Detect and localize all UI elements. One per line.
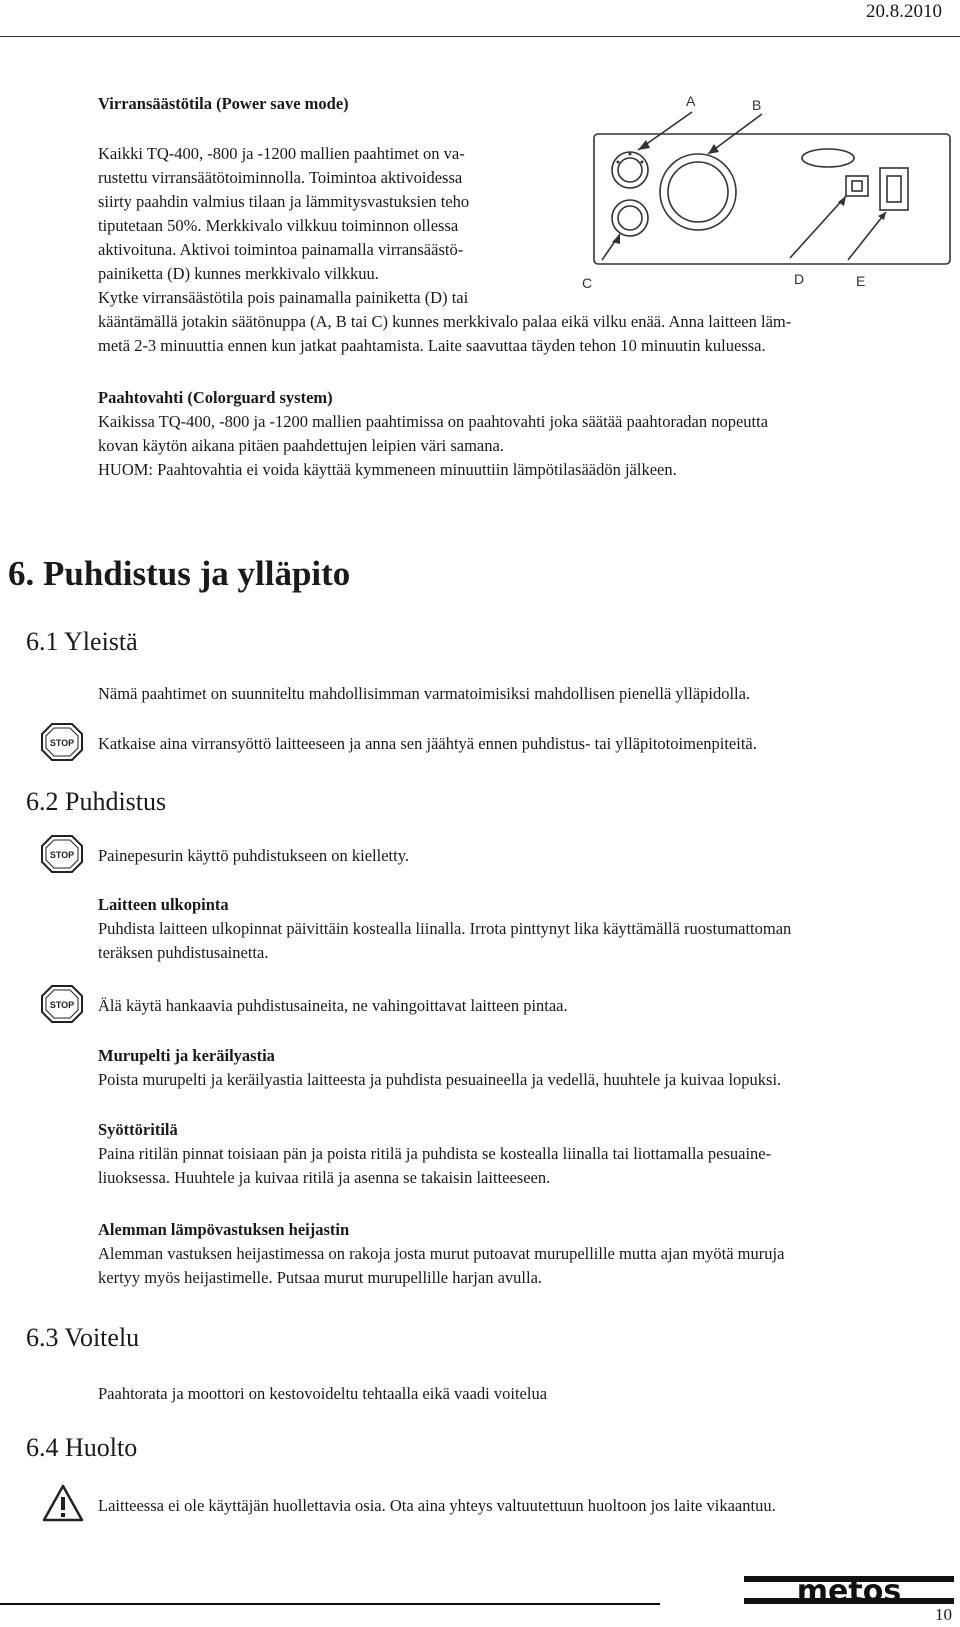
grill-heading: Syöttöritilä xyxy=(98,1120,178,1139)
control-panel-diagram xyxy=(582,92,956,302)
section-6-title: 6. Puhdistus ja ylläpito xyxy=(8,554,351,593)
stop-sign-label: STOP xyxy=(49,850,75,860)
text-line: Kaikki TQ-400, -800 ja -1200 mallien paahtimet on va- xyxy=(98,144,465,163)
text-line: kertyy myös heijastimelle. Putsaa murut murupellille harjan avulla. xyxy=(98,1268,543,1287)
text-line: tiputetaan 50%. Merkkivalo vilkkuu toiminnon ollessa xyxy=(98,216,459,235)
section-6-3-text: Paahtorata ja moottori on kestovoideltu tehtaalla eikä vaadi voitelua xyxy=(98,1384,548,1403)
text-line: teräksen puhdistusainetta. xyxy=(98,943,269,962)
diagram-label-e: E xyxy=(856,273,866,289)
section-6-3-title: 6.3 Voitelu xyxy=(26,1323,140,1352)
text-line: Paina ritilän pinnat toisiaan pän ja poista ritilä ja puhdista se kostealla liinalla tai liottamalla pesuaine- xyxy=(98,1144,772,1163)
section-6-2-stop-note: Painepesurin käyttö puhdistukseen on kielletty. xyxy=(98,846,410,865)
diagram-label-d: D xyxy=(794,271,805,287)
text-line: rustettu virransäätötoiminnolla. Toimintoa aktivoidessa xyxy=(98,168,463,187)
text-line: Kaikissa TQ-400, -800 ja -1200 mallien paahtimissa on paahtovahti joka säätää paahtoradan nopeutta xyxy=(98,412,769,431)
text-line: kääntämällä jotakin säätönuppa (A, B tai C) kunnes merkkivalo palaa eikä vilku enää. Anna laitteen läm- xyxy=(98,312,792,331)
stop-sign-label: STOP xyxy=(49,1000,75,1010)
power-save-heading: Virransäästötila (Power save mode) xyxy=(98,94,349,113)
exterior-heading: Laitteen ulkopinta xyxy=(98,895,229,914)
diagram-label-c: C xyxy=(582,275,593,291)
stop-sign-icon xyxy=(40,984,84,1024)
reflector-paragraph xyxy=(98,1242,958,1290)
stop-sign-icon xyxy=(40,722,84,762)
text-line: siirty paahdin valmius tilaan ja lämmitysvastuksien teho xyxy=(98,192,470,211)
logo-text: metos xyxy=(796,1574,902,1609)
stop-sign-label: STOP xyxy=(49,738,75,748)
diagram-label-b: B xyxy=(752,97,762,113)
crumb-heading: Murupelti ja keräilyastia xyxy=(98,1046,275,1065)
page-number: 10 xyxy=(935,1605,952,1624)
section-6-1-title: 6.1 Yleistä xyxy=(26,627,138,656)
diagram-label-a: A xyxy=(686,93,696,109)
section-6-1-stop-note: Katkaise aina virransyöttö laitteeseen ja anna sen jäähtyä ennen puhdistus- tai ylläpitotoimenpiteitä. xyxy=(98,734,757,753)
exterior-paragraph xyxy=(98,917,958,965)
abrasive-note: Älä käytä hankaavia puhdistusaineita, ne vahingoittavat laitteen pintaa. xyxy=(98,996,568,1015)
text-line: metä 2-3 minuuttia ennen kun jatkat paahtamista. Laite saavuttaa täyden tehon 10 minuutin kuluessa. xyxy=(98,336,766,355)
text-line: painiketta (D) kunnes merkkivalo vilkkuu. xyxy=(98,264,379,283)
colorguard-paragraph xyxy=(98,410,958,482)
stop-sign-icon xyxy=(40,834,84,874)
text-line: aktivoituna. Aktivoi toimintoa painamalla virransäästö- xyxy=(98,240,464,259)
grill-paragraph xyxy=(98,1142,958,1190)
colorguard-heading: Paahtovahti (Colorguard system) xyxy=(98,388,333,407)
reflector-heading: Alemman lämpövastuksen heijastin xyxy=(98,1220,350,1239)
footer-rule xyxy=(0,1603,660,1605)
metos-logo xyxy=(744,1572,954,1608)
text-line: kovan käytön aikana pitäen paahdettujen leipien väri samana. xyxy=(98,436,504,455)
section-6-1-intro: Nämä paahtimet on suunniteltu mahdollisimman varmatoimisiksi mahdollisen pienellä ylläpidolla. xyxy=(98,684,751,703)
text-line: HUOM: Paahtovahtia ei voida käyttää kymmeneen minuuttiin lämpötilasäädön jälkeen. xyxy=(98,460,677,479)
section-6-4-warn-note: Laitteessa ei ole käyttäjän huollettavia osia. Ota aina yhteys valtuutettuun huoltoon jos laite vikaantuu. xyxy=(98,1496,776,1515)
text-line: liuoksessa. Huuhtele ja kuivaa ritilä ja asenna se takaisin laitteeseen. xyxy=(98,1168,551,1187)
page-date: 20.8.2010 xyxy=(866,1,942,22)
crumb-text: Poista murupelti ja keräilyastia laitteesta ja puhdista pesuaineella ja vedellä, huuhtele ja kuivaa lopuksi. xyxy=(98,1070,782,1089)
text-line: Kytke virransäästötila pois painamalla painiketta (D) tai xyxy=(98,288,469,307)
warning-triangle-icon xyxy=(42,1484,84,1522)
text-line: Alemman vastuksen heijastimessa on rakoja josta murut putoavat murupellille mutta ajan myötä muruja xyxy=(98,1244,785,1263)
text-line: Puhdista laitteen ulkopinnat päivittäin kostealla liinalla. Irrota pinttynyt lika käyttämällä ruostumattoman xyxy=(98,919,792,938)
section-6-2-title: 6.2 Puhdistus xyxy=(26,787,167,816)
header-rule xyxy=(0,36,960,37)
section-6-4-title: 6.4 Huolto xyxy=(26,1433,138,1462)
